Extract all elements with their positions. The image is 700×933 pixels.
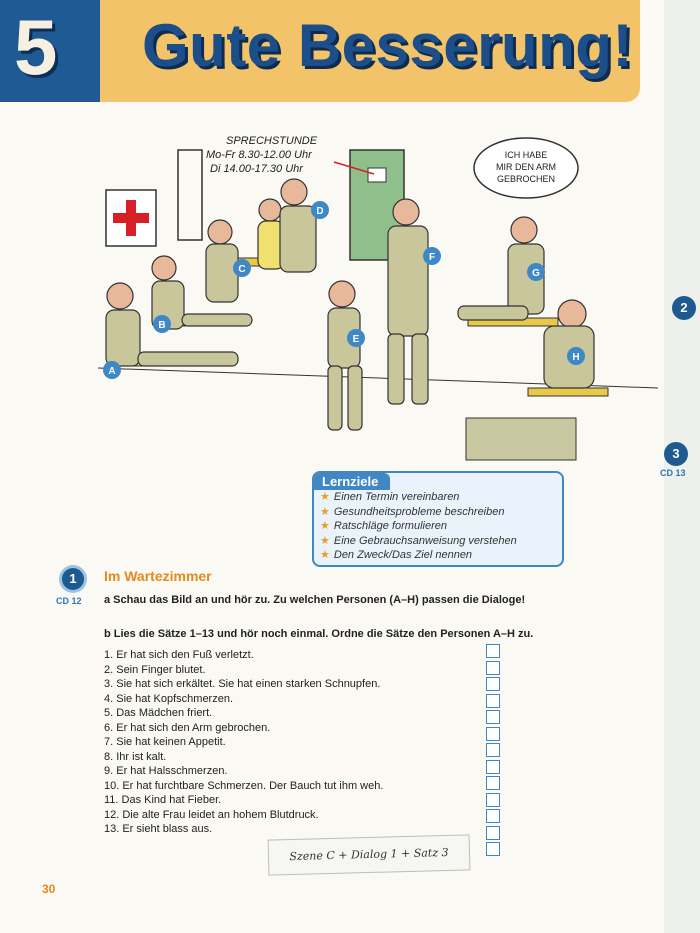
person-d-mother-body <box>280 206 316 272</box>
list-item: 11. Das Kind hat Fieber. <box>104 794 222 806</box>
answer-box-12[interactable] <box>486 826 500 840</box>
chair <box>528 388 608 396</box>
person-d-mother-head <box>281 179 307 205</box>
list-item: 12. Die alte Frau leidet an hohem Blutdruck. <box>104 808 319 821</box>
star-icon: ★ <box>320 491 330 503</box>
cd-13-label: CD 13 <box>660 468 686 478</box>
answer-box-8[interactable] <box>486 760 500 774</box>
next-page-edge <box>664 0 700 933</box>
office-hours-tuesday: Di 14.00-17.30 Uhr <box>210 163 303 175</box>
exercise-number: 1 <box>62 568 84 590</box>
answer-box-11[interactable] <box>486 809 500 823</box>
learning-goal: ★ Eine Gebrauchsanweisung verstehen <box>320 534 517 547</box>
task-a-instruction: a Schau das Bild an und hör zu. Zu welchen Personen (A–H) passen die Dialoge! <box>104 594 526 606</box>
window <box>178 150 202 240</box>
person-f-head <box>393 199 419 225</box>
learning-goal: ★ Ratschläge formulieren <box>320 520 447 532</box>
list-item: 4. Sie hat Kopfschmerzen. <box>104 692 234 705</box>
list-item: 13. Er sieht blass aus. <box>104 823 213 835</box>
office-hours-heading: SPRECHSTUNDE <box>226 135 318 147</box>
star-icon: ★ <box>320 505 330 518</box>
list-item: 3. Sie hat sich erkältet. Sie hat einen starken Schnupfen. <box>104 678 381 690</box>
label-d: D <box>316 206 324 217</box>
exercise-3-marker: 3 <box>664 442 688 466</box>
label-g: G <box>532 268 540 279</box>
waiting-room-illustration <box>98 118 658 470</box>
person-e-head <box>329 281 355 307</box>
learning-goals-box <box>312 471 564 567</box>
speech-line-3: GEBROCHEN <box>496 174 556 184</box>
label-b: B <box>158 320 166 331</box>
person-b-head <box>152 256 176 280</box>
cd-track-label: CD 12 <box>56 596 82 606</box>
person-h-head <box>558 300 586 328</box>
task-b-instruction: b Lies die Sätze 1–13 und hör noch einmal. Ordne die Sätze den Personen A–H zu. <box>104 628 534 640</box>
list-item: 10. Er hat furchtbare Schmerzen. Der Bauch tut ihm weh. <box>104 779 384 792</box>
answer-box-6[interactable] <box>486 727 500 741</box>
sentence-list <box>104 648 383 837</box>
answer-boxes <box>486 644 500 859</box>
page-number: 30 <box>42 882 56 896</box>
office-hours-weekdays: Mo-Fr 8.30-12.00 Uhr <box>206 149 312 161</box>
person-a-body <box>106 310 140 366</box>
magazine-table <box>466 418 576 460</box>
star-icon: ★ <box>320 520 330 532</box>
person-g-head <box>511 217 537 243</box>
person-d-girl-head <box>259 199 281 221</box>
learning-goal: ★ Gesundheitsprobleme beschreiben <box>320 505 505 518</box>
label-a: A <box>108 366 116 377</box>
list-item: 1. Er hat sich den Fuß verletzt. <box>104 649 254 661</box>
answer-box-2[interactable] <box>486 661 500 675</box>
answer-box-5[interactable] <box>486 710 500 724</box>
speech-line-2: MIR DEN ARM <box>495 162 557 172</box>
label-h: H <box>572 352 580 363</box>
exercise-2-marker: 2 <box>672 296 696 320</box>
list-item: 8. Ihr ist kalt. <box>104 750 167 763</box>
answer-box-4[interactable] <box>486 694 500 708</box>
person-f-body <box>388 226 428 336</box>
chapter-title: Gute Besserung! <box>142 12 633 79</box>
label-e: E <box>352 334 360 345</box>
answer-box-1[interactable] <box>486 644 500 658</box>
answer-box-9[interactable] <box>486 776 500 790</box>
chapter-number: 5 <box>14 3 58 91</box>
answer-box-7[interactable] <box>486 743 500 757</box>
list-item: 9. Er hat Halsschmerzen. <box>104 765 228 777</box>
list-item: 5. Das Mädchen friert. <box>104 707 213 719</box>
star-icon: ★ <box>320 549 330 561</box>
example-answer-note: Szene C + Dialog 1 + Satz 3 <box>268 834 471 875</box>
speech-line-1: ICH HABE <box>504 150 548 160</box>
door-sign <box>368 168 386 182</box>
answer-box-3[interactable] <box>486 677 500 691</box>
label-c: C <box>238 264 246 275</box>
label-f: F <box>428 252 436 263</box>
learning-goals-heading: Lernziele <box>314 473 390 490</box>
chapter-header <box>0 0 640 102</box>
answer-box-10[interactable] <box>486 793 500 807</box>
star-icon: ★ <box>320 534 330 547</box>
person-c-head <box>208 220 232 244</box>
exercise-title: Im Wartezimmer <box>104 568 212 584</box>
list-item: 2. Sein Finger blutet. <box>104 663 206 676</box>
answer-box-13[interactable] <box>486 842 500 856</box>
list-item: 6. Er hat sich den Arm gebrochen. <box>104 721 271 734</box>
learning-goal: ★ Den Zweck/Das Ziel nennen <box>320 549 473 561</box>
person-c-body <box>206 244 238 302</box>
list-item: 7. Sie hat keinen Appetit. <box>104 736 226 748</box>
learning-goal: ★ Einen Termin vereinbaren <box>320 491 460 503</box>
person-a-head <box>107 283 133 309</box>
